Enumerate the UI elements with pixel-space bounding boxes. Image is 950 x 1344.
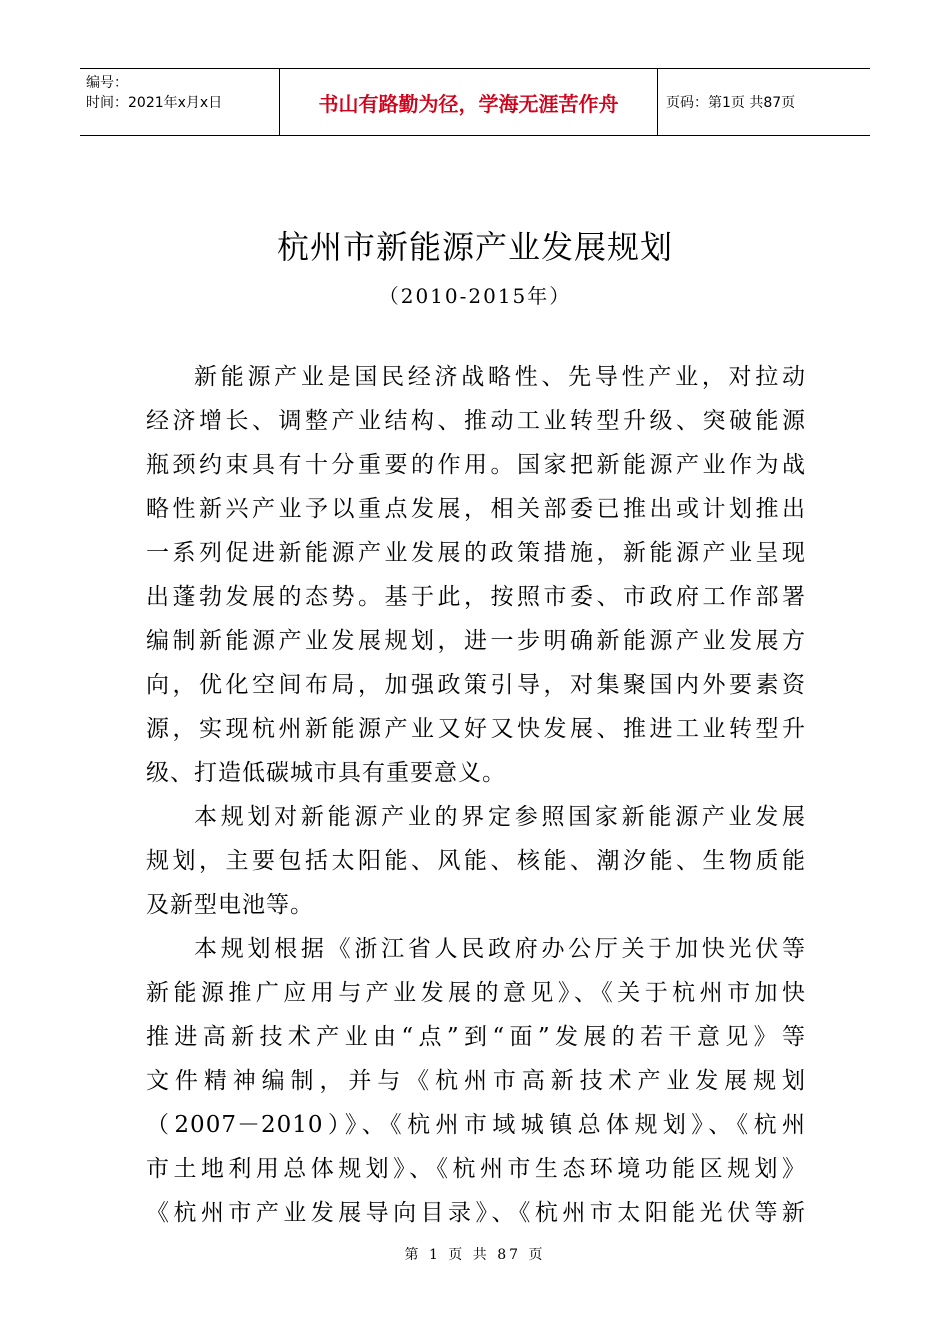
document-time-label: 时间：2021年x月x日 [86,95,223,111]
body-line: 一系列促进新能源产业发展的政策措施，新能源产业呈现 [146,540,806,566]
document-body [146,355,806,1235]
body-line: 向，优化空间布局，加强政策引导，对集聚国内外要素资 [146,672,806,698]
header-meta [80,69,280,135]
header-motto: 书山有路勤为径，学海无涯苦作舟 [280,69,658,135]
body-line: （2007－2010）》、《杭州市域城镇总体规划》、《杭州 [146,1112,806,1138]
body-line: 及新型电池等。 [146,892,314,918]
body-line: 本规划对新能源产业的界定参照国家新能源产业发展 [194,804,806,830]
body-line: 略性新兴产业予以重点发展，相关部委已推出或计划推出 [146,496,806,522]
body-line: 市土地利用总体规划》、《杭州市生态环境功能区规划》 [146,1156,806,1182]
body-line: 级、打造低碳城市具有重要意义。 [146,760,506,786]
body-line: 推进高新技术产业由“点”到“面”发展的若干意见》等 [146,1024,806,1050]
body-line: 新能源产业是国民经济战略性、先导性产业，对拉动 [194,364,806,390]
document-number-label: 编号： [86,75,128,91]
body-line: 《杭州市产业发展导向目录》、《杭州市太阳能光伏等新 [146,1200,806,1226]
document-header [80,68,870,136]
body-line: 瓶颈约束具有十分重要的作用。国家把新能源产业作为战 [146,452,806,478]
body-line: 文件精神编制，并与《杭州市高新技术产业发展规划 [146,1068,806,1094]
document-title: 杭州市新能源产业发展规划 [276,228,673,266]
document-subtitle: （2010-2015年） [378,284,572,308]
body-line: 规划，主要包括太阳能、风能、核能、潮汐能、生物质能 [146,848,806,874]
body-line: 出蓬勃发展的态势。基于此，按照市委、市政府工作部署 [146,584,806,610]
body-line: 编制新能源产业发展规划，进一步明确新能源产业发展方 [146,628,806,654]
body-line: 本规划根据《浙江省人民政府办公厅关于加快光伏等 [194,936,806,962]
body-line: 经济增长、调整产业结构、推动工业转型升级、突破能源 [146,408,806,434]
body-line: 源，实现杭州新能源产业又好又快发展、推进工业转型升 [146,716,806,742]
body-line: 新能源推广应用与产业发展的意见》、《关于杭州市加快 [146,980,806,1006]
header-page-info: 页码：第1页 共87页 [666,95,796,111]
page-footer: 第 1 页 共 87 页 [404,1247,546,1263]
